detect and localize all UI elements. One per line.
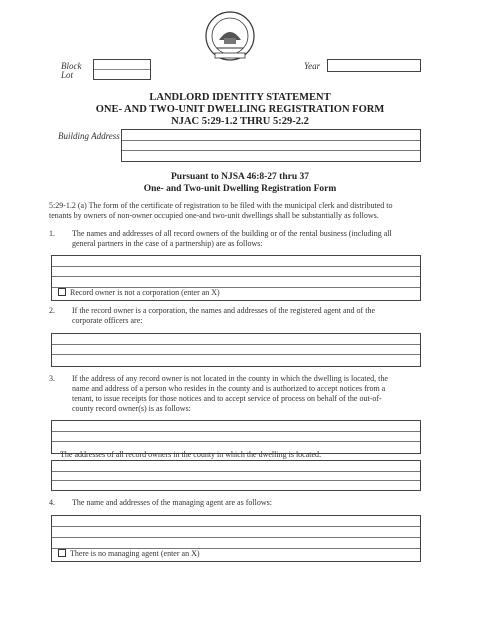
section4-line1: The name and addresses of the managing agent are as follows: [72, 498, 272, 507]
township-seal-icon [197, 10, 263, 62]
township-seal [197, 10, 263, 62]
section3-county-agent-field[interactable] [51, 420, 421, 454]
section3-line3: tenant, to issue receipts for those notices and to accept service of process on behalf of the out-of- [72, 394, 382, 403]
section2-line1: If the record owner is a corporation, the names and addresses of the registered agent and of the [72, 306, 375, 315]
form-title-line2: ONE- AND TWO-UNIT DWELLING REGISTRATION FORM [95, 104, 385, 115]
form-title-line1: LANDLORD IDENTITY STATEMENT [149, 92, 331, 103]
section3-line1: If the address of any record owner is not located in the county in which the dwelling is located, the [72, 374, 388, 383]
building-address-field[interactable] [121, 129, 421, 162]
form-title-line3: NJAC 5:29-1.2 THRU 5:29-2.2 [171, 116, 309, 127]
section3-line4: county record owner(s) is as follows: [72, 404, 191, 413]
year-field[interactable] [327, 59, 421, 72]
section4-checkbox-label: There is no managing agent (enter an X) [70, 549, 200, 558]
building-address-label: Building Address [58, 131, 120, 141]
year-label: Year [304, 61, 321, 71]
intro-line2: tenants by owners of non-owner occupied one-and two-unit dwellings shall be substantially as follows. [49, 211, 379, 220]
section4-number: 4. [49, 498, 55, 507]
section1-checkbox-label: Record owner is not a corporation (enter an X) [70, 288, 220, 297]
section2-agent-field[interactable] [51, 333, 421, 367]
section4-checkbox-row[interactable] [58, 549, 200, 558]
section3-county-label: The addresses of all record owners in the county in which the dwelling is located: [60, 450, 322, 459]
section1-number: 1. [49, 229, 55, 238]
section1-line2: general partners in the case of a partnership) are as follows: [72, 239, 263, 248]
intro-line1: 5:29-1.2 (a) The form of the certificate of registration to be filed with the municipal clerk and distributed to [49, 201, 393, 210]
statute-line1: Pursuant to NJSA 46:8-27 thru 37 [170, 172, 310, 182]
statute-line2: One- and Two-unit Dwelling Registration Form [143, 184, 337, 194]
section3-number: 3. [49, 374, 55, 383]
block-lot-divider [94, 69, 150, 70]
section2-line2: corporate officers are: [72, 316, 143, 325]
section1-checkbox[interactable] [58, 288, 66, 296]
section1-checkbox-row[interactable] [58, 288, 220, 297]
section3-line2: name and address of a person who resides in the county and is authorized to accept notices from a [72, 384, 386, 393]
section3-county-owners-field[interactable] [51, 460, 421, 491]
section2-number: 2. [49, 306, 55, 315]
section4-checkbox[interactable] [58, 549, 66, 557]
lot-label: Lot [61, 70, 74, 80]
block-lot-field[interactable] [93, 59, 151, 80]
block-label: Block [61, 61, 82, 71]
section1-line1: The names and addresses of all record owners of the building or of the rental business (including all [72, 229, 392, 238]
